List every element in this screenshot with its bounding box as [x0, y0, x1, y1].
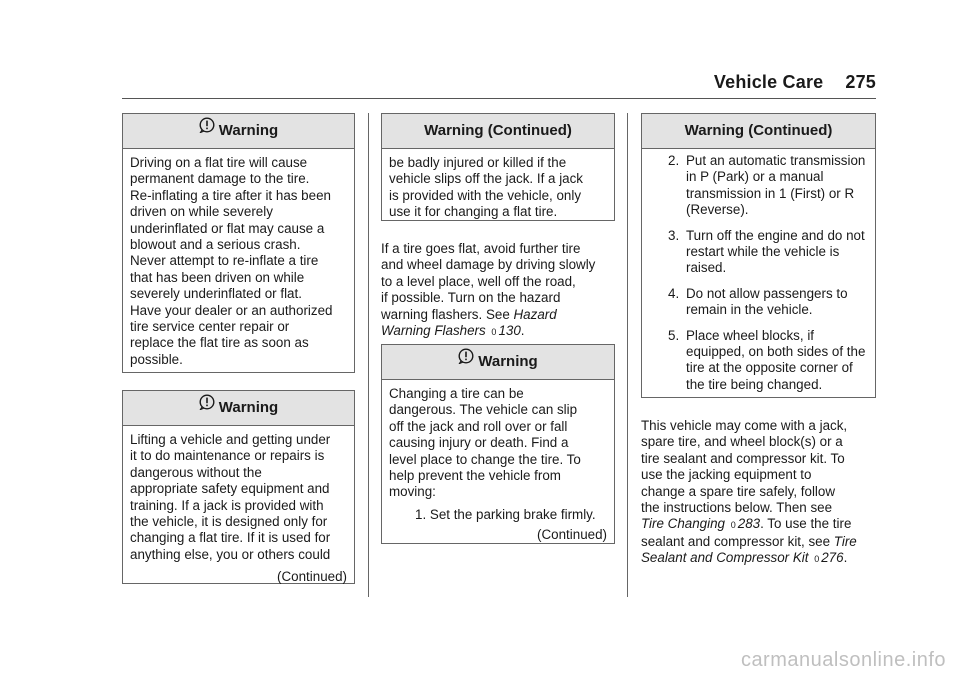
body-line: moving: [389, 484, 436, 500]
body-line: Never attempt to re-inflate a tire [130, 253, 319, 269]
step-number: 3. [668, 227, 680, 243]
body-line: anything else, you or others could [130, 546, 331, 562]
para-line: the instructions below. Then see [641, 500, 833, 516]
warning-box-changing-tire [381, 344, 615, 544]
warning-box-title [123, 391, 354, 426]
step-item [668, 228, 868, 277]
warning-body [382, 149, 614, 225]
warning-title-text: Warning [218, 122, 279, 139]
body-line: it to do maintenance or repairs is [130, 448, 325, 464]
para-line [381, 307, 617, 323]
para-text: sealant and compressor kit, see [641, 533, 834, 549]
flat-tire-paragraph [381, 241, 617, 340]
body-line: Driving on a flat tire will cause [130, 155, 308, 170]
step-text: Put an automatic transmission in P (Park) or a manual transmission in 1 (First) or R (Reverse). [686, 153, 866, 218]
step-item: 1. Set the parking brake firmly. [415, 506, 596, 522]
warning-box-jack [122, 390, 355, 584]
jack-kit-paragraph [641, 418, 881, 568]
warning-box-steps [641, 113, 876, 398]
tire-changing-link[interactable]: Tire Changing [641, 516, 725, 532]
sealant-kit-link-cont[interactable]: Sealant and Compressor Kit [641, 550, 809, 566]
site-watermark: carmanualsonline.info [740, 649, 946, 671]
page-ref-icon: 0 [730, 520, 736, 531]
body-line: Lifting a vehicle and getting under [130, 432, 331, 447]
step-item [668, 286, 868, 319]
warning-body [123, 426, 354, 590]
para-line [641, 550, 881, 567]
para-line: to a level place, well off the road, [381, 273, 576, 289]
body-line: tire service center repair or [130, 319, 290, 335]
column-divider [627, 113, 628, 597]
body-line: dangerous without the [130, 464, 262, 480]
warning-box-title [123, 114, 354, 149]
page-ref-icon: 0 [814, 554, 820, 565]
body-line: appropriate safety equipment and [130, 481, 330, 497]
warning-body [382, 380, 614, 548]
warning-box-title: Warning (Continued) [382, 114, 614, 149]
body-line: help prevent the vehicle from [389, 468, 561, 484]
continued-label: (Continued) [537, 527, 607, 543]
page-ref[interactable]: 130 [498, 323, 521, 339]
body-line: underinflated or flat may cause a [130, 220, 325, 236]
header-text [714, 72, 876, 93]
hazard-link[interactable]: Hazard [513, 306, 557, 322]
warning-box-title [382, 345, 614, 380]
para-line [641, 516, 881, 533]
step-text: Turn off the engine and do not restart while the vehicle is raised. [686, 227, 865, 276]
continued-label: (Continued) [277, 569, 347, 585]
hazard-link-cont[interactable]: Warning Flashers [381, 323, 486, 339]
body-line: causing injury or death. Find a [389, 435, 569, 451]
warning-icon [458, 343, 474, 377]
warning-box-title: Warning (Continued) [642, 114, 875, 149]
body-line: training. If a jack is provided with [130, 497, 324, 513]
page-ref-icon: 0 [491, 327, 497, 338]
page-header [122, 72, 876, 99]
step-text: Place wheel blocks, if equipped, on both sides of the tire at the opposite corner of the tire being changed. [686, 327, 866, 392]
body-line: dangerous. The vehicle can slip [389, 402, 578, 418]
warning-body [642, 149, 875, 406]
para-line [381, 323, 617, 340]
step-item [668, 328, 868, 394]
body-line: vehicle slips off the jack. If a jack [389, 171, 584, 187]
page-ref[interactable]: 283 [737, 516, 761, 532]
para-text: . [843, 550, 848, 566]
para-line: This vehicle may come with a jack, [641, 418, 848, 433]
body-line: possible. [130, 351, 183, 367]
body-line: level place to change the tire. To [389, 451, 581, 467]
warning-title-text: Warning [478, 353, 538, 370]
warning-icon [199, 389, 215, 423]
para-line: and wheel damage by driving slowly [381, 257, 596, 273]
para-line: If a tire goes flat, avoid further tire [381, 241, 581, 256]
step-number: 5. [668, 327, 680, 343]
body-line: Re-inflating a tire after it has been [130, 187, 331, 203]
body-line: the vehicle, it is designed only for [130, 514, 328, 530]
body-line: off the jack and roll over or fall [389, 418, 568, 434]
para-line: if possible. Turn on the hazard [381, 290, 561, 306]
body-line: severely underinflated or flat. [130, 286, 302, 302]
para-line: tire sealant and compressor kit. To [641, 450, 845, 466]
step-number: 4. [668, 285, 680, 301]
body-line: driven on while severely [130, 204, 273, 220]
para-line [641, 534, 881, 550]
body-line: Have your dealer or an authorized [130, 302, 333, 318]
page-number: 275 [845, 72, 876, 92]
body-line: Changing a tire can be [389, 386, 524, 401]
step-text: Do not allow passengers to remain in the vehicle. [686, 285, 848, 318]
body-line: replace the flat tire as soon as [130, 335, 309, 351]
body-line: permanent damage to the tire. [130, 171, 310, 187]
body-line: changing a flat tire. If it is used for [130, 530, 331, 546]
warning-body [123, 149, 354, 372]
warning-icon [199, 112, 215, 146]
body-line: blowout and a serious crash. [130, 237, 301, 253]
column-divider [368, 113, 369, 597]
page-ref[interactable]: 276 [821, 550, 844, 566]
sealant-kit-link[interactable]: Tire [833, 533, 857, 549]
para-line: change a spare tire safely, follow [641, 483, 836, 499]
body-line: is provided with the vehicle, only [389, 187, 582, 203]
warning-box-continued [381, 113, 615, 221]
para-line: spare tire, and wheel block(s) or a [641, 434, 843, 450]
step-number: 2. [668, 153, 680, 168]
step-item [668, 153, 868, 219]
warning-title-text: Warning [218, 399, 279, 416]
body-line: that has been driven on while [130, 269, 305, 285]
body-line: use it for changing a flat tire. [389, 204, 558, 220]
para-text: . [520, 323, 525, 339]
warning-box-flat-tire [122, 113, 355, 373]
para-text: warning flashers. See [381, 306, 514, 322]
section-title: Vehicle Care [713, 72, 824, 92]
para-text: . To use the tire [760, 516, 852, 532]
body-line: be badly injured or killed if the [389, 155, 567, 170]
para-line: use the jacking equipment to [641, 467, 812, 483]
